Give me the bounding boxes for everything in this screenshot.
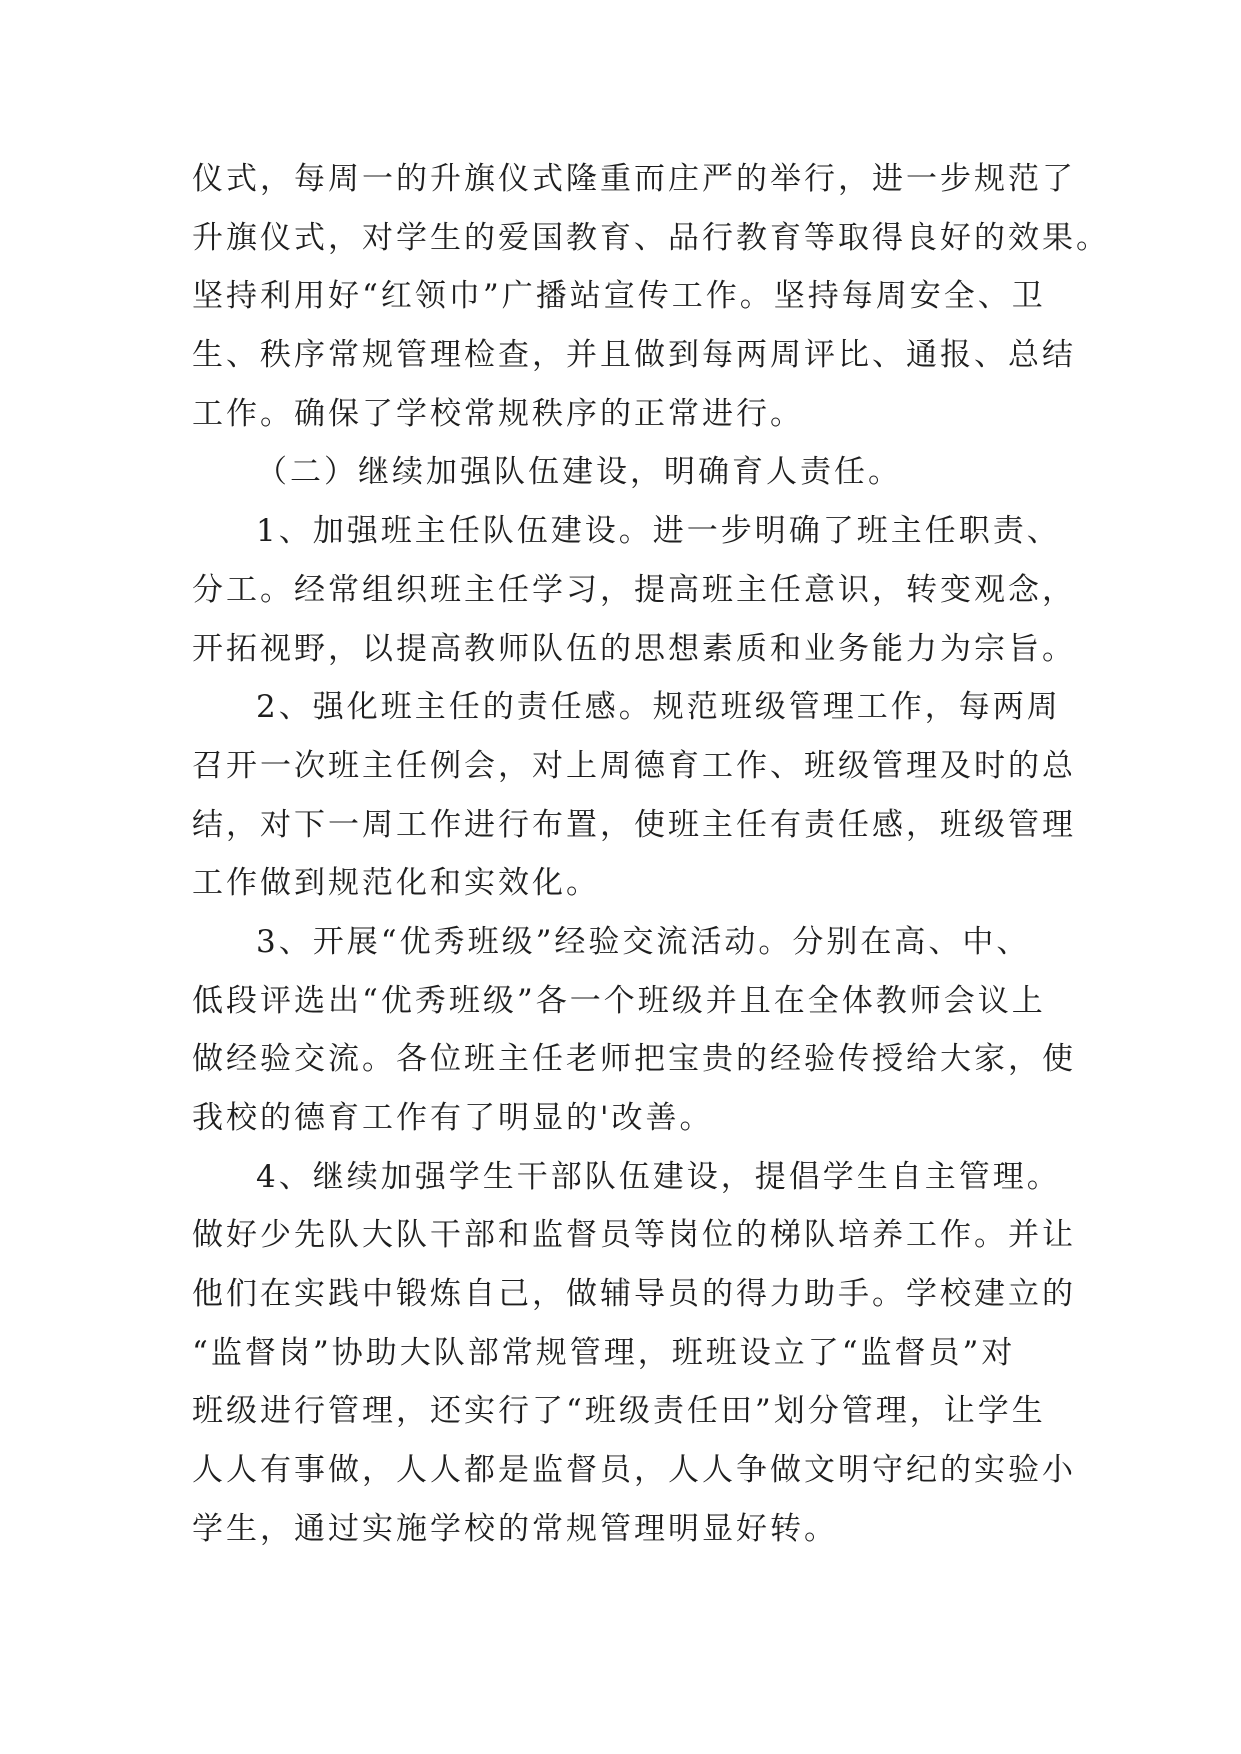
text-line: 分工。经常组织班主任学习，提高班主任意识，转变观念，: [192, 571, 1076, 608]
text-line: 生、秩序常规管理检查，并且做到每两周评比、通报、总结: [192, 337, 1076, 374]
text-line: 工作。确保了学校常规秩序的正常进行。: [192, 395, 804, 432]
text-line: 4、继续加强学生干部队伍建设，提倡学生自主管理。: [256, 1158, 1061, 1195]
text-line: 升旗仪式，对学生的爱国教育、品行教育等取得良好的效果。: [192, 219, 1110, 256]
text-line: 他们在实践中锻炼自己，做辅导员的得力助手。学校建立的: [192, 1276, 1076, 1313]
text-line: 工作做到规范化和实效化。: [192, 865, 600, 902]
text-line: 做好少先队大队干部和监督员等岗位的梯队培养工作。并让: [192, 1217, 1076, 1254]
text-line: 结，对下一周工作进行布置，使班主任有责任感，班级管理: [192, 806, 1076, 843]
text-line: 我校的德育工作有了明显的'改善。: [192, 1100, 714, 1136]
text-line: 班级进行管理，还实行了“班级责任田”划分管理，让学生: [192, 1393, 1046, 1430]
text-line: （二）继续加强队伍建设，明确育人责任。: [256, 454, 902, 491]
text-line: 低段评选出“优秀班级”各一个班级并且在全体教师会议上: [192, 982, 1046, 1019]
text-line: 人人有事做，人人都是监督员，人人争做文明守纪的实验小: [192, 1452, 1076, 1489]
text-line: 召开一次班主任例会，对上周德育工作、班级管理及时的总: [192, 747, 1076, 784]
text-line: 学生，通过实施学校的常规管理明显好转。: [192, 1510, 838, 1547]
text-line: 仪式，每周一的升旗仪式隆重而庄严的举行，进一步规范了: [192, 161, 1076, 197]
text-line: 开拓视野，以提高教师队伍的思想素质和业务能力为宗旨。: [192, 630, 1076, 667]
text-line: “监督岗”协助大队部常规管理，班班设立了“监督员”对: [192, 1334, 1016, 1371]
text-line: 2、强化班主任的责任感。规范班级管理工作，每两周: [256, 689, 1061, 726]
body-text: [192, 150, 1110, 1559]
text-line: 3、开展“优秀班级”经验交流活动。分别在高、中、: [256, 923, 1031, 960]
text-line: 做经验交流。各位班主任老师把宝贵的经验传授给大家，使: [192, 1041, 1076, 1078]
text-line: 1、加强班主任队伍建设。进一步明确了班主任职责、: [256, 513, 1061, 550]
text-line: 坚持利用好“红领巾”广播站宣传工作。坚持每周安全、卫: [192, 278, 1046, 315]
